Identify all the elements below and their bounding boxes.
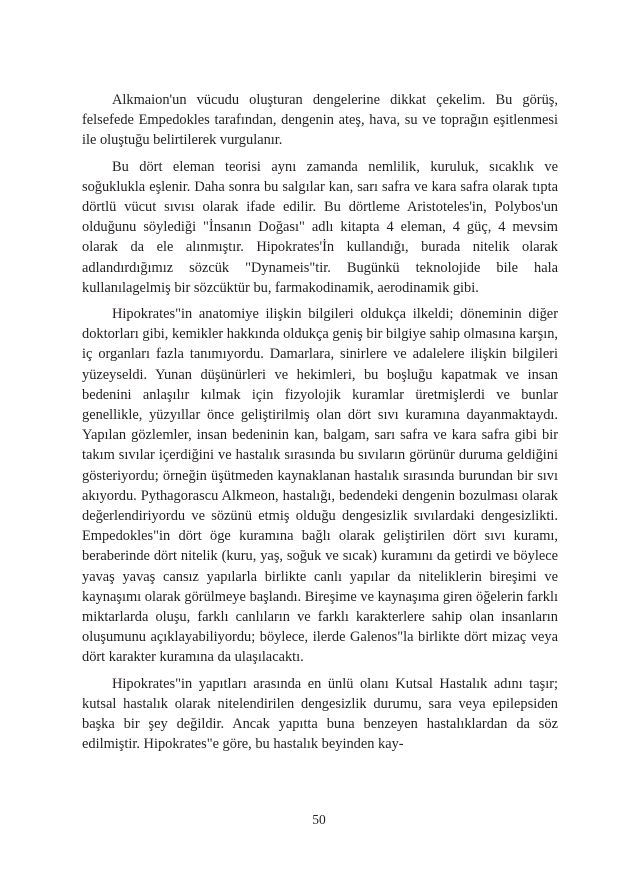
paragraph-2: Bu dört eleman teorisi aynı zamanda nemlilik, kuruluk, sıcaklık ve soğuklukla eşlenir. Daha sonra bu salgılar kan, sarı safra ve kara safra olarak tıpta dörtlü vücut sıvısı olarak ifade edilir. Bu dörtleme Aristoteles'in, Polybos'un olduğunu söylediği "İnsanın Doğası" adlı kitapta 4 eleman, 4 güç, 4 mevsim olarak da ele alınmıştır. Hipokrates'İn kullandığı, burada nitelik olarak adlandırdığımız sözcük "Dynameis"tir. Bugünkü teknolojide bile hala kullanılagelmiş bir sözcüktür bu, farmakodinamik, aerodinamik gibi. [82, 158, 558, 296]
paragraph-4: Hipokrates"in yapıtları arasında en ünlü olanı Kutsal Hastalık adını taşır; kutsal hastalık olarak nitelendirilen dengesizlik durumu, sara veya epilepsiden başka bir şey değildir. Ancak yapıtta buna benzeyen hastalıklardan da söz edilmiştir. Hipokrates"e göre, bu hastalık beyinden kay- [82, 675, 558, 753]
page-number: 50 [312, 812, 326, 827]
page-body [82, 90, 558, 761]
paragraph-3: Hipokrates"in anatomiye ilişkin bilgileri oldukça ilkeldi; döneminin diğer doktorları gibi, kemikler hakkında oldukça geniş bir bilgiye sahip olmasına karşın, iç organları fazla tanımıyordu. Damarlara, sinirlere ve adalelere ilişkin bilgileri yüzeyseldi. Yunan düşünürleri ve hekimleri, bu boşluğu kapatmak ve insan bedenini anlaşılır kılmak için fizyolojik kuramlar üretmişlerdi ve bunlar genellikle, yüzyıllar önce geliştirilmiş olan dört sıvı kuramına dayanmaktaydı. Yapılan gözlemler, insan bedeninin kan, balgam, sarı safra ve kara safra gibi bir takım sıvılar içerdiğini ve hastalık sırasında bu sıvıların görünür duruma geldiğini gösteriyordu; örneğin üşütmeden kaynaklanan hastalık sırasında burundan bir sıvı akıyordu. Pythagorascu Alkmeon, hastalığı, bedendeki dengenin bozulması olarak değerlendiriyordu ve sözünü etmiş olduğu dengesizlik sıvılardaki dengesizlikti. Empedokles"in dört öge kuramına bağlı olarak geliştirilen dört sıvı kuramı, beraberinde dört nitelik (kuru, yaş, soğuk ve sıcak) kuramını da getirdi ve böylece yavaş yavaş cansız yapılarla birlikte canlı yapılar da niteliklerin bireşimi ve kaynaşımı olarak görülmeye başlandı. Bireşime ve kaynaşıma giren öğelerin farklı miktarlarda oluşu, farklı canlıların ve farklı karakterlere sahip olan insanların oluşumunu açıklayabiliyordu; böylece, ilerde Galenos"la birlikte dört mizaç veya dört karakter kuramına da ulaşılacaktı. [82, 306, 558, 666]
paragraph-1: Alkmaion'un vücudu oluşturan dengelerine dikkat çekelim. Bu görüş, felsefede Empedokles tarafından, dengenin ateş, hava, su ve toprağın eşitlenmesi ile oluştuğu belirtilerek vurgulanır. [82, 92, 558, 149]
